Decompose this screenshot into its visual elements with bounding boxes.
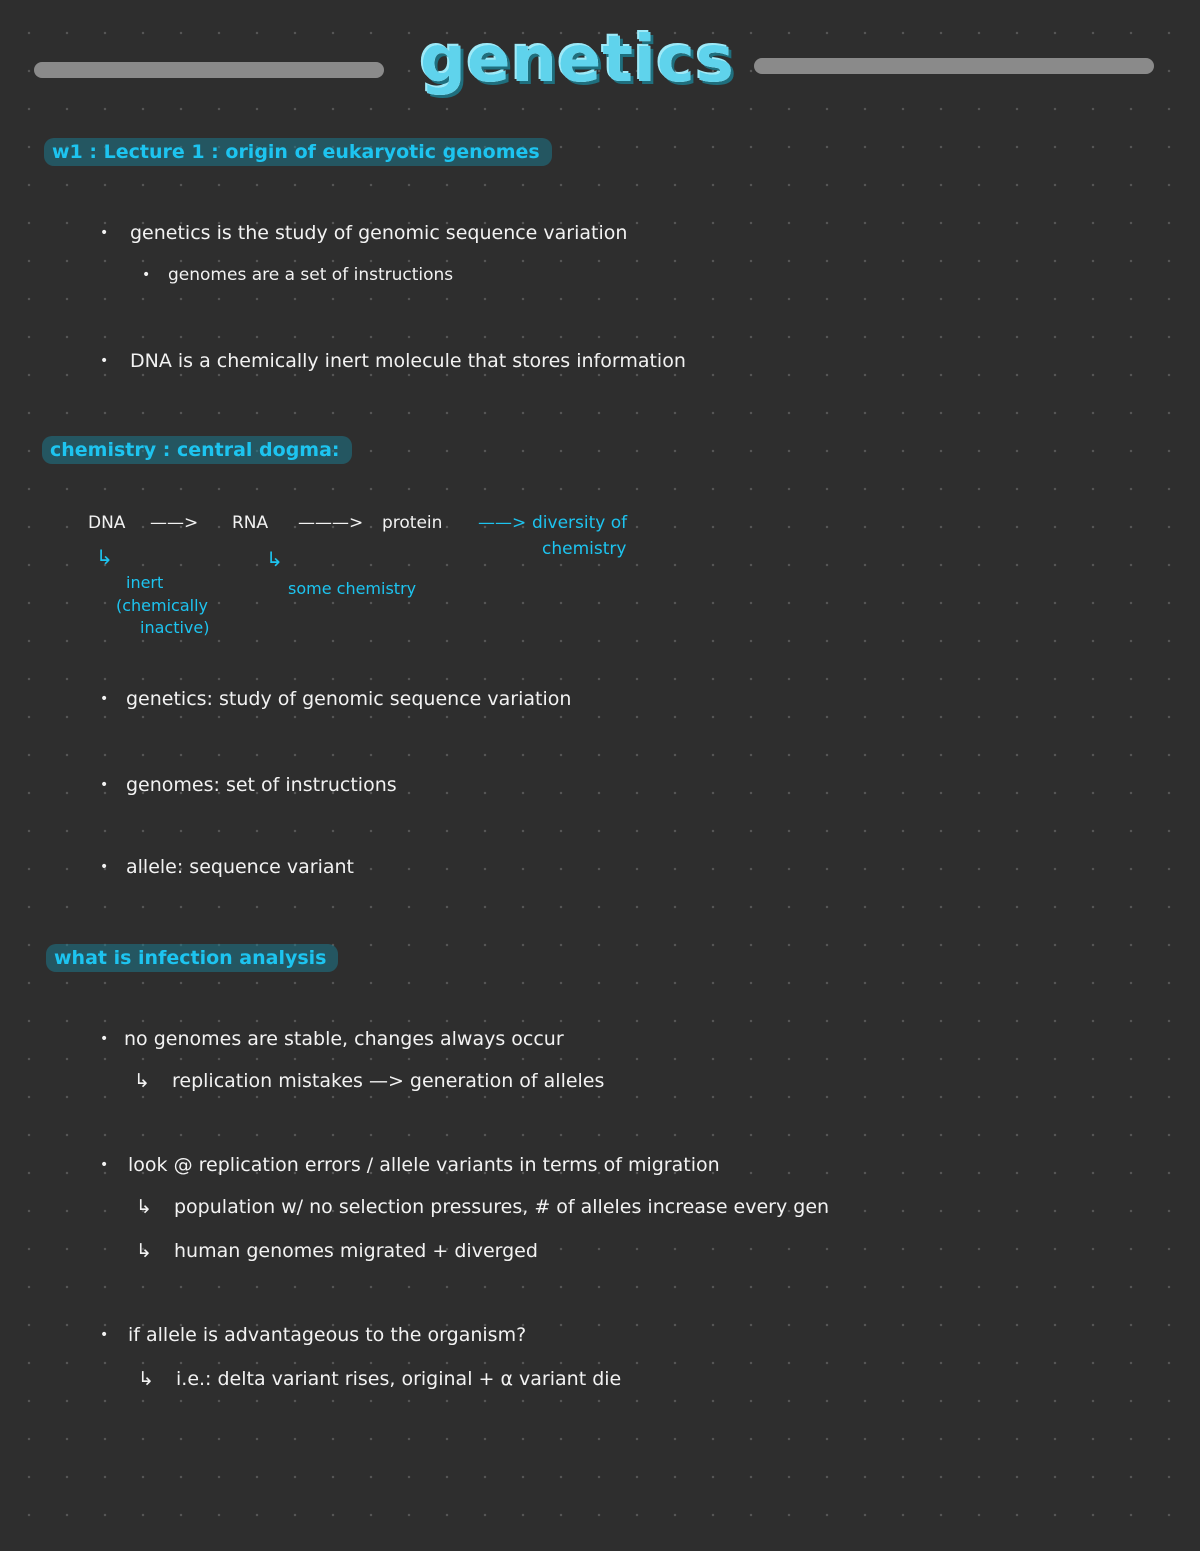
header-divider-left xyxy=(34,62,384,78)
bullet-icon: • xyxy=(100,1327,109,1343)
note-genomes-instructions: genomes are a set of instructions xyxy=(168,265,454,285)
dogma-rna: RNA xyxy=(232,513,269,533)
dogma-protein: protein xyxy=(382,513,443,533)
rna-note: some chemistry xyxy=(288,579,417,598)
note-population-selection: population w/ no selection pressures, # of alleles increase every gen xyxy=(174,1196,830,1218)
dogma-diversity-line1: diversity of xyxy=(532,513,628,533)
hook-arrow-icon: ↳ xyxy=(96,545,113,569)
hook-arrow-icon: ↳ xyxy=(136,1196,152,1218)
arrow-icon: ——> xyxy=(150,513,199,533)
hook-arrow-icon: ↳ xyxy=(266,547,283,571)
dna-note-line2: (chemically xyxy=(116,596,209,615)
section-heading-lecture-1: w1 : Lecture 1 : origin of eukaryotic genomes xyxy=(44,138,552,166)
note-genetics-definition: genetics is the study of genomic sequence variation xyxy=(130,222,628,244)
dna-note-line3: inactive) xyxy=(140,618,210,637)
note-replication-mistakes: replication mistakes —> generation of alleles xyxy=(172,1070,605,1092)
page-title: genetics xyxy=(420,23,735,97)
dna-note-line1: inert xyxy=(126,573,164,592)
hook-arrow-icon: ↳ xyxy=(138,1368,154,1390)
hook-arrow-icon: ↳ xyxy=(134,1070,150,1092)
bullet-icon: • xyxy=(100,353,109,369)
note-advantageous-allele: if allele is advantageous to the organism? xyxy=(128,1324,527,1346)
bullet-icon: • xyxy=(100,691,109,707)
note-replication-errors: look @ replication errors / allele variants in terms of migration xyxy=(128,1154,720,1176)
hook-arrow-icon: ↳ xyxy=(136,1240,152,1262)
bullet-icon: • xyxy=(100,859,109,875)
note-genomes-term: genomes: set of instructions xyxy=(126,774,397,796)
note-dna-inert: DNA is a chemically inert molecule that stores information xyxy=(130,350,686,372)
bullet-icon: • xyxy=(142,267,151,283)
section-heading-infection-analysis: what is infection analysis xyxy=(46,944,338,972)
arrow-icon: ——> xyxy=(478,513,527,533)
note-allele-term: allele: sequence variant xyxy=(126,856,355,878)
section-heading-central-dogma: chemistry : central dogma: xyxy=(42,436,352,464)
header-divider-right xyxy=(754,58,1154,74)
arrow-icon: ———> xyxy=(298,513,364,533)
note-delta-variant: i.e.: delta variant rises, original + α variant die xyxy=(176,1368,622,1390)
note-genetics-term: genetics: study of genomic sequence variation xyxy=(126,688,572,710)
bullet-icon: • xyxy=(100,225,109,241)
bullet-icon: • xyxy=(100,1157,109,1173)
dogma-dna: DNA xyxy=(88,513,126,533)
bullet-icon: • xyxy=(100,777,109,793)
note-genomes-unstable: no genomes are stable, changes always occur xyxy=(124,1028,564,1050)
dogma-diversity-line2: chemistry xyxy=(542,539,627,559)
note-human-genomes: human genomes migrated + diverged xyxy=(174,1240,538,1262)
bullet-icon: • xyxy=(100,1031,109,1047)
